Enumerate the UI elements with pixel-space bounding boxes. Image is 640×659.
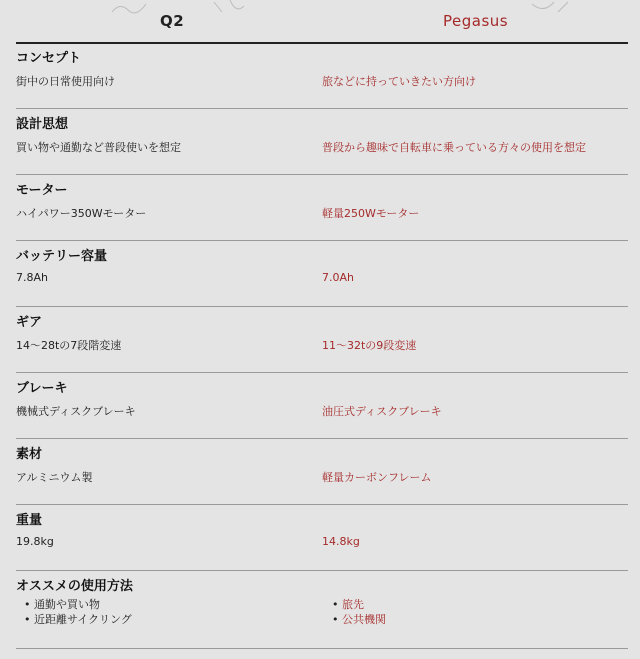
- table-row: [16, 505, 628, 571]
- table-row: [16, 43, 628, 109]
- pegasus-value: 11〜32tの9段変速: [322, 339, 417, 352]
- column-header-q2: Q2: [160, 12, 185, 30]
- q2-value: 19.8kg: [16, 535, 54, 548]
- row-title: 重量: [16, 513, 43, 528]
- pegasus-value: 14.8kg: [322, 535, 360, 548]
- row-title: コンセプト: [16, 51, 82, 66]
- q2-value: 街中の日常使用向け: [16, 75, 115, 88]
- list-item: • 旅先: [330, 597, 386, 612]
- table-row: [16, 109, 628, 175]
- table-row: [16, 373, 628, 439]
- q2-value: 7.8Ah: [16, 271, 48, 284]
- pegasus-value: 7.0Ah: [322, 271, 354, 284]
- pegasus-value: 普段から趣味で自転車に乗っている方々の使用を想定: [322, 141, 586, 154]
- list-item: • 近距離サイクリング: [22, 612, 132, 627]
- table-row: [16, 307, 628, 373]
- pegasus-value: 軽量250Wモーター: [322, 207, 420, 220]
- q2-value: 14〜28tの7段階変速: [16, 339, 122, 352]
- pegasus-usage-list: [330, 597, 386, 627]
- pegasus-value: 軽量カーボンフレーム: [322, 471, 432, 484]
- column-header-pegasus: Pegasus: [443, 12, 509, 30]
- table-row: [16, 175, 628, 241]
- table-row: [16, 439, 628, 505]
- row-title: ブレーキ: [16, 381, 68, 396]
- row-title: 素材: [16, 447, 43, 462]
- row-title: モーター: [16, 183, 68, 198]
- table-row: [16, 241, 628, 307]
- pegasus-value: 油圧式ディスクブレーキ: [322, 405, 442, 418]
- q2-value: 買い物や通勤など普段使いを想定: [16, 141, 181, 154]
- row-title: ギア: [16, 315, 43, 330]
- q2-value: ハイパワー350Wモーター: [16, 207, 147, 220]
- spec-rows: [16, 43, 628, 649]
- list-item: • 通勤や買い物: [22, 597, 132, 612]
- pegasus-value: 旅などに持っていきたい方向け: [322, 75, 476, 88]
- q2-value: 機械式ディスクブレーキ: [16, 405, 136, 418]
- table-header: [16, 0, 628, 44]
- table-row-usage: [16, 571, 628, 649]
- q2-usage-list: [22, 597, 132, 627]
- row-title: オススメの使用方法: [16, 579, 133, 594]
- q2-value: アルミニウム製: [16, 471, 93, 484]
- row-title: バッテリー容量: [16, 249, 108, 264]
- list-item: • 公共機関: [330, 612, 386, 627]
- row-title: 設計思想: [16, 117, 69, 132]
